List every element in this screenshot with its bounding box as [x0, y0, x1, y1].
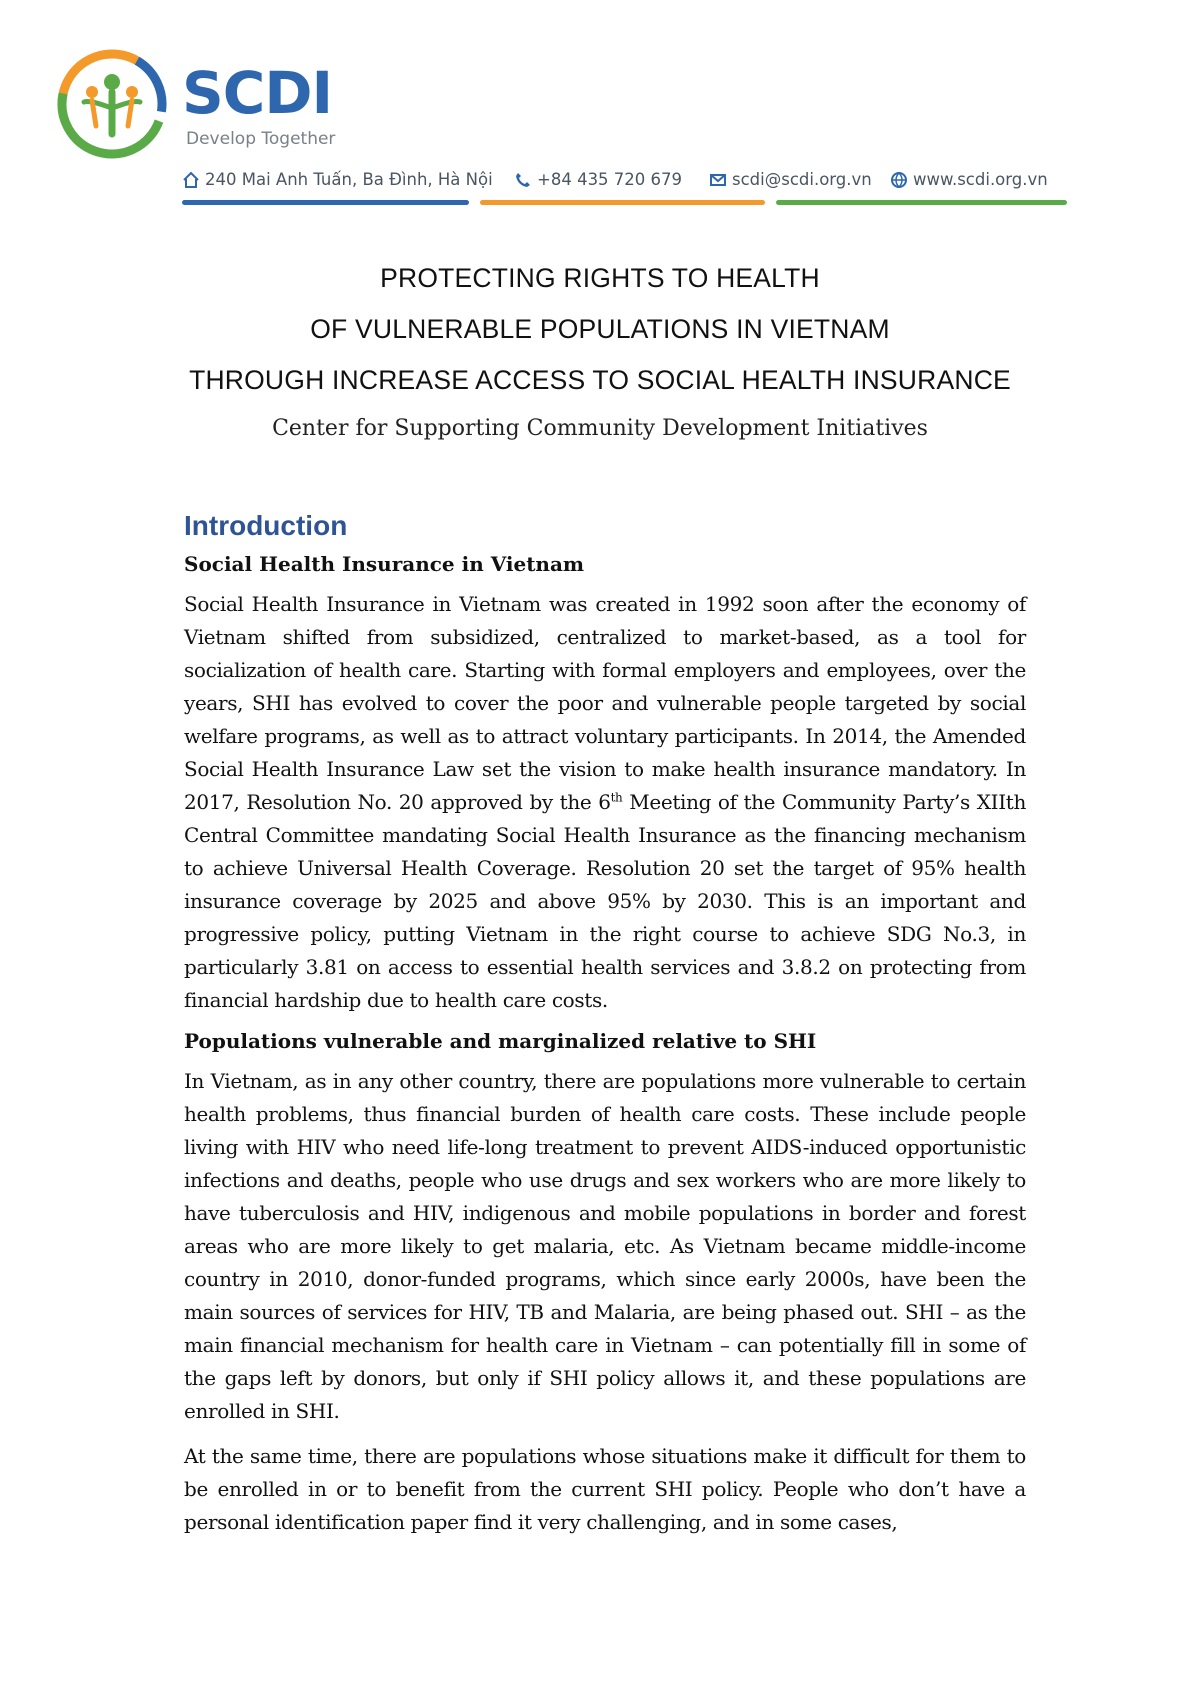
website-item	[890, 170, 1048, 189]
phone-icon	[514, 171, 532, 189]
website-text: www.scdi.org.vn	[913, 170, 1048, 189]
title-line-1: PROTECTING RIGHTS TO HEALTH	[380, 263, 820, 293]
address-item	[182, 170, 493, 189]
paragraph-1-part-a: Social Health Insurance in Vietnam was created in 1992 soon after the economy of Vietnam shifted from subsidized, centralized to market-based, as a tool for socialization of health care. Starting with formal employers and employees, over the years, SHI has evolved to cover the poor and vulnerable people targeted by social welfare programs, as well as to attract voluntary participants. In 2014, the Amended Social Health Insurance Law set the vision to make health insurance mandatory. In 2017, Resolution No. 20 approved by the 6	[184, 592, 1026, 814]
document-title	[130, 253, 1070, 441]
title-line-2: OF VULNERABLE POPULATIONS IN VIETNAM	[310, 314, 890, 344]
superscript-th: th	[610, 790, 623, 805]
logo-tagline: Develop Together	[186, 129, 336, 149]
divider-blue	[182, 200, 469, 205]
divider-orange	[480, 200, 765, 205]
home-icon	[182, 171, 200, 189]
section-heading-introduction: Introduction	[184, 510, 348, 541]
email-text: scdi@scdi.org.vn	[732, 170, 872, 189]
title-line-3: THROUGH INCREASE ACCESS TO SOCIAL HEALTH INSURANCE	[189, 365, 1011, 395]
contact-bar	[182, 170, 1067, 210]
document-subtitle: Center for Supporting Community Development Initiatives	[272, 416, 928, 441]
address-text: 240 Mai Anh Tuấn, Ba Đình, Hà Nội	[205, 170, 493, 189]
email-item	[709, 170, 872, 189]
document-body	[184, 510, 1026, 1551]
phone-text: +84 435 720 679	[537, 170, 683, 189]
divider-green	[776, 200, 1067, 205]
paragraph-1-part-b: Meeting of the Community Party’s XIIth Central Committee mandating Social Health Insurance as the financing mechanism to achieve Universal Health Coverage. Resolution 20 set the target of 95% health insurance coverage by 2025 and above 95% by 2030. This is an important and progressive policy, putting Vietnam in the right course to achieve SDG No.3, in particularly 3.81 on access to essential health services and 3.8.2 on protecting from financial hardship due to health care costs.	[184, 790, 1026, 1012]
paragraph-2: In Vietnam, as in any other country, there are populations more vulnerable to certain health problems, thus financial burden of health care costs. These include people living with HIV who need life-long treatment to prevent AIDS-induced opportunistic infections and deaths, people who use drugs and sex workers who are more likely to have tuberculosis and HIV, indigenous and mobile populations in border and forest areas who are more likely to get malaria, etc. As Vietnam became middle-income country in 2010, donor-funded programs, which since early 2000s, have been the main sources of services for HIV, TB and Malaria, are being phased out. SHI – as the main financial mechanism for health care in Vietnam – can potentially fill in some of the gaps left by donors, but only if SHI policy allows it, and these populations are enrolled in SHI.	[184, 1069, 1026, 1423]
globe-icon	[890, 171, 908, 189]
subheading-shi-vietnam: Social Health Insurance in Vietnam	[184, 552, 585, 576]
paragraph-3: At the same time, there are populations whose situations make it difficult for them to be enrolled in or to benefit from the current SHI policy. People who don’t have a personal identification paper find it very challenging, and in some cases,	[184, 1444, 1026, 1534]
logo-wordmark: SCDI	[182, 59, 333, 127]
phone-item	[514, 170, 682, 189]
subheading-vulnerable-populations: Populations vulnerable and marginalized relative to SHI	[184, 1029, 817, 1053]
paragraph-1	[184, 588, 1026, 1017]
email-icon	[709, 171, 727, 189]
logo	[56, 48, 416, 158]
scdi-logo-icon	[56, 48, 168, 160]
